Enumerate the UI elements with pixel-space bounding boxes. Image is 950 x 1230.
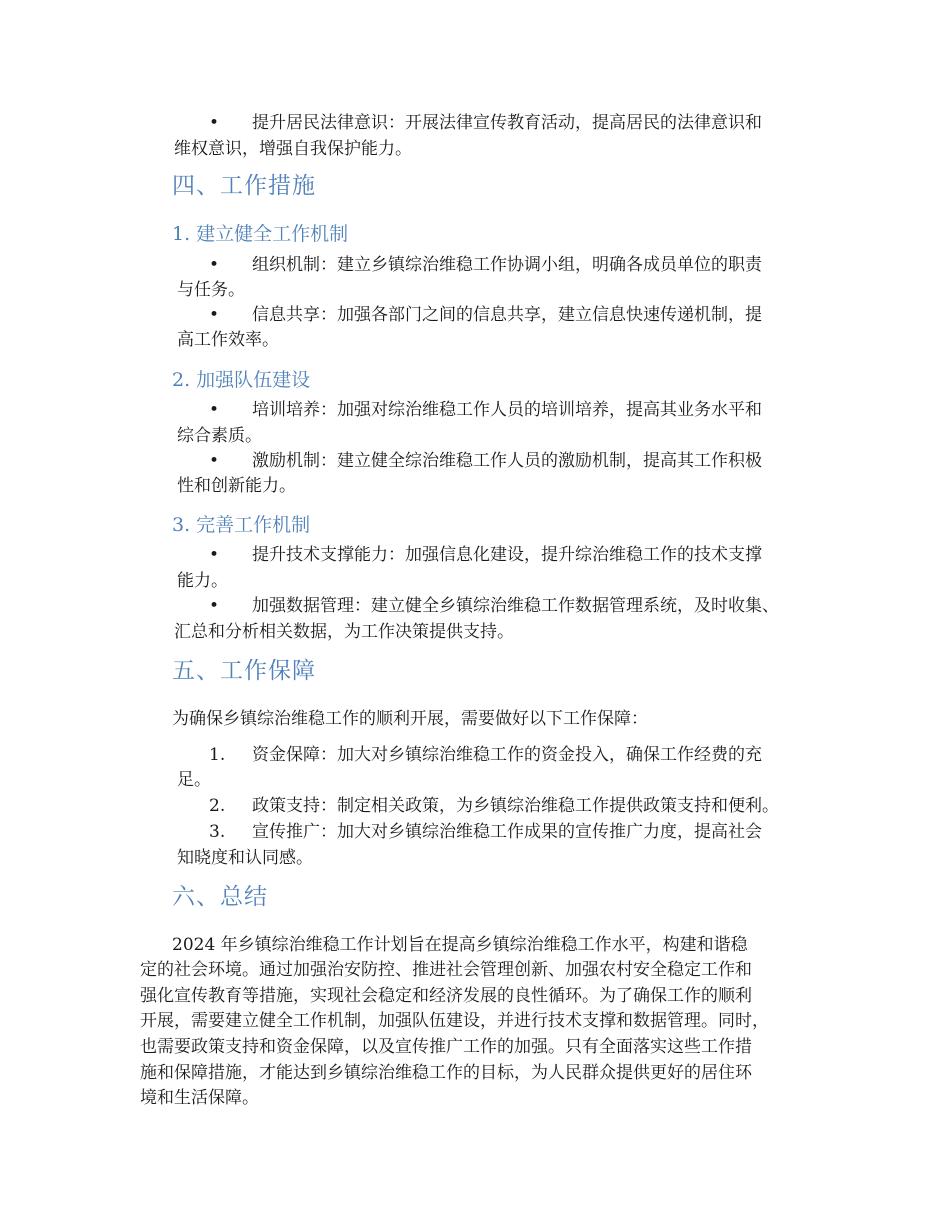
bullet-marker: • (209, 305, 220, 325)
list-item-text: 加强数据管理：建立健全乡镇综治维稳工作数据管理系统，及时收集、 (252, 596, 779, 616)
list-item-text: 知晓度和认同感。 (177, 848, 313, 868)
section-heading: 五、工作保障 (172, 658, 316, 684)
list-number: 1. (209, 745, 226, 765)
list-item-text: 足。 (177, 770, 211, 790)
bullet-marker: • (209, 400, 220, 420)
bullet-marker: • (209, 545, 220, 565)
paragraph-line: 施和保障措施，才能达到乡镇综治维稳工作的目标，为人民群众提供更好的居住环 (140, 1063, 752, 1083)
list-item-text: 汇总和分析相关数据，为工作决策提供支持。 (174, 622, 514, 642)
list-item-text: 激励机制：建立健全综治维稳工作人员的激励机制，提高其工作积极 (252, 451, 762, 471)
list-item-text: 与任务。 (177, 280, 245, 300)
list-item-text: 性和创新能力。 (177, 476, 296, 496)
subsection-heading: 3. 完善工作机制 (172, 514, 311, 536)
list-item-text: 组织机制：建立乡镇综治维稳工作协调小组，明确各成员单位的职责 (252, 255, 762, 275)
paragraph-line: 也需要政策支持和资金保障，以及宣传推广工作的加强。只有全面落实这些工作措 (140, 1037, 752, 1057)
list-item-text: 综合素质。 (177, 426, 262, 446)
list-item-text: 高工作效率。 (177, 330, 279, 350)
bullet-marker: • (209, 113, 220, 133)
list-item-text: 宣传推广：加大对乡镇综治维稳工作成果的宣传推广力度，提高社会 (252, 822, 762, 842)
list-item-text: 提升技术支撑能力：加强信息化建设，提升综治维稳工作的技术支撑 (252, 545, 762, 565)
list-number: 2. (209, 796, 226, 816)
list-item-text: 维权意识，增强自我保护能力。 (174, 139, 412, 159)
bullet-marker: • (209, 255, 220, 275)
list-item-text: 信息共享：加强各部门之间的信息共享，建立信息快速传递机制，提 (252, 305, 762, 325)
bullet-marker: • (209, 451, 220, 471)
paragraph: 为确保乡镇综治维稳工作的顺利开展，需要做好以下工作保障： (172, 709, 648, 729)
paragraph-line: 开展，需要建立健全工作机制，加强队伍建设，并进行技术支撑和数据管理。同时， (140, 1011, 769, 1031)
section-heading: 六、总结 (172, 884, 268, 910)
subsection-heading: 1. 建立健全工作机制 (172, 223, 349, 245)
paragraph-line: 定的社会环境。通过加强治安防控、推进社会管理创新、加强农村安全稳定工作和 (140, 960, 752, 980)
paragraph-line: 境和生活保障。 (140, 1088, 259, 1108)
list-item-text: 培训培养：加强对综治维稳工作人员的培训培养，提高其业务水平和 (252, 400, 762, 420)
list-item-text: 资金保障：加大对乡镇综治维稳工作的资金投入，确保工作经费的充 (252, 745, 762, 765)
paragraph-line: 强化宣传教育等措施，实现社会稳定和经济发展的良性循环。为了确保工作的顺利 (140, 986, 752, 1006)
paragraph-line: 2024 年乡镇综治维稳工作计划旨在提高乡镇综治维稳工作水平，构建和谐稳 (172, 935, 748, 955)
section-heading: 四、工作措施 (172, 173, 316, 199)
list-number: 3. (209, 822, 226, 842)
list-item-text: 能力。 (177, 571, 228, 591)
subsection-heading: 2. 加强队伍建设 (172, 369, 311, 391)
list-item-text: 政策支持：制定相关政策，为乡镇综治维稳工作提供政策支持和便利。 (252, 796, 779, 816)
list-item-text: 提升居民法律意识：开展法律宣传教育活动，提高居民的法律意识和 (252, 113, 762, 133)
bullet-marker: • (209, 596, 220, 616)
